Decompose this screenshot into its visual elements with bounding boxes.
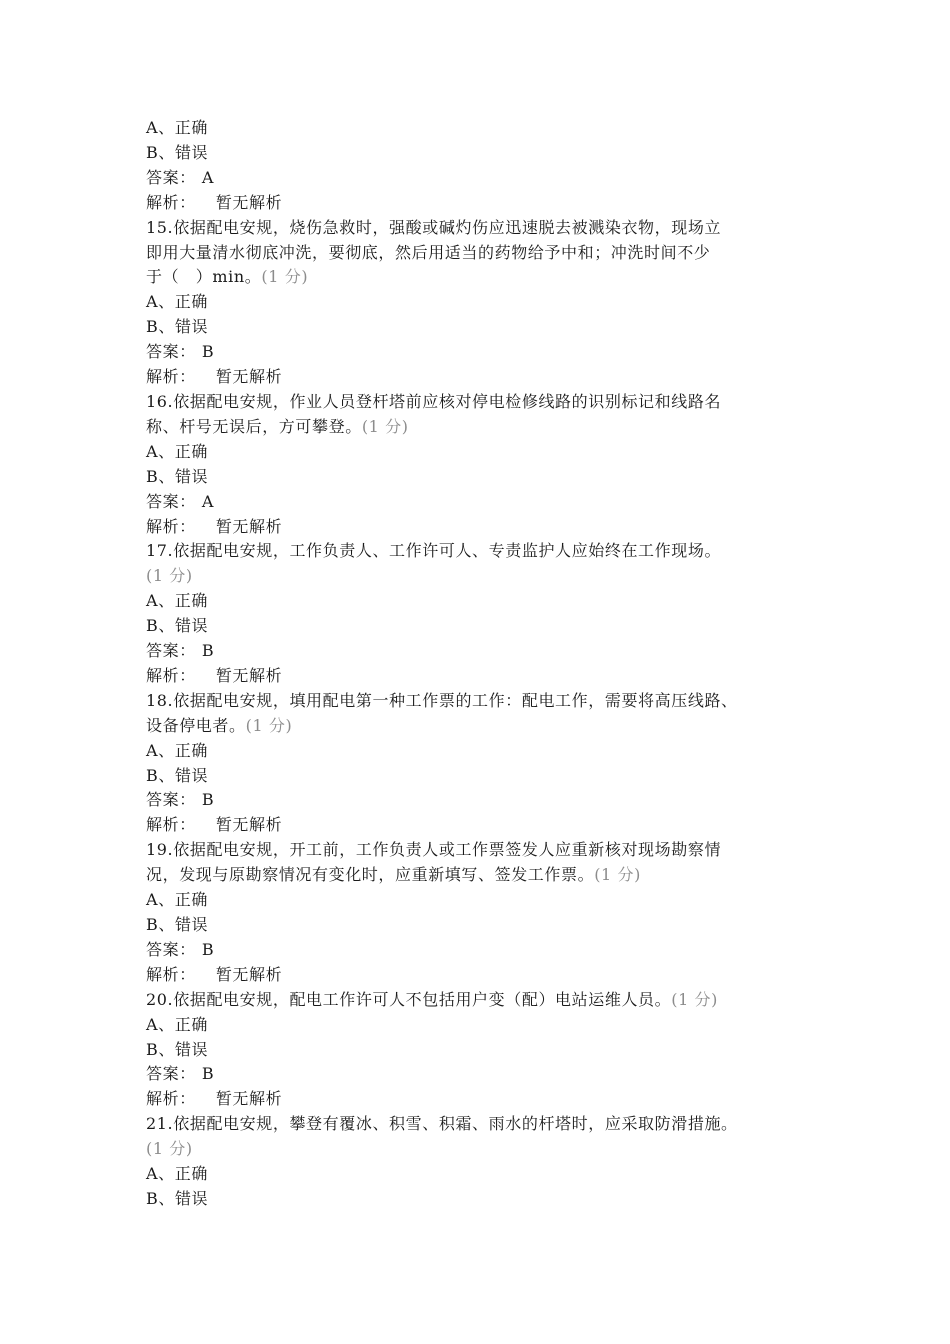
question-text-line: 19.依据配电安规，开工前，工作负责人或工作票签发人应重新核对现场勘察情 [146, 840, 722, 860]
option-b: B、错误 [146, 616, 209, 636]
option-a: A、正确 [146, 292, 208, 312]
answer-label: 答案： [146, 939, 196, 959]
analysis-line [146, 963, 826, 988]
question-text-line: 设备停电者。(1 分) [146, 715, 293, 735]
question-score: (1 分) [261, 267, 309, 287]
answer-value: B [201, 939, 215, 959]
answer-value: A [201, 167, 214, 187]
question-15 [146, 216, 826, 390]
question-21 [146, 1112, 826, 1212]
analysis-label: 解析： [146, 516, 196, 536]
answer-label: 答案： [146, 491, 196, 511]
answer-line [146, 788, 826, 813]
answer-label: 答案： [146, 167, 196, 187]
answer-value: A [201, 491, 214, 511]
option-b: B、错误 [146, 142, 209, 162]
question-text-line: 于（ ）min。(1 分) [146, 267, 309, 287]
question-text-line: 21.依据配电安规，攀登有覆冰、积雪、积霜、雨水的杆塔时，应采取防滑措施。 [146, 1114, 738, 1134]
option-a: A、正确 [146, 1014, 208, 1034]
question-14-tail [146, 116, 826, 216]
question-text-line: 18.依据配电安规，填用配电第一种工作票的工作：配电工作，需要将高压线路、 [146, 690, 738, 710]
analysis-line [146, 365, 826, 390]
option-a: A、正确 [146, 441, 208, 461]
option-a: A、正确 [146, 890, 208, 910]
answer-label: 答案： [146, 790, 196, 810]
option-a: A、正确 [146, 1164, 208, 1184]
answer-line [146, 639, 826, 664]
question-text-line [146, 1137, 826, 1162]
answer-line [146, 490, 826, 515]
analysis-value: 暂无解析 [215, 1089, 283, 1109]
question-text-line: 20.依据配电安规，配电工作许可人不包括用户变（配）电站运维人员。(1 分) [146, 989, 718, 1009]
question-score: (1 分) [361, 416, 409, 436]
analysis-value: 暂无解析 [215, 665, 283, 685]
analysis-line [146, 664, 826, 689]
question-text-line: 17.依据配电安规，工作负责人、工作许可人、专责监护人应始终在工作现场。 [146, 541, 722, 561]
question-18 [146, 689, 826, 838]
answer-value: B [201, 641, 215, 661]
question-score: (1 分) [146, 566, 193, 586]
question-20 [146, 988, 826, 1113]
analysis-value: 暂无解析 [215, 192, 283, 212]
option-a: A、正确 [146, 740, 208, 760]
analysis-label: 解析： [146, 367, 196, 387]
question-score: (1 分) [245, 715, 293, 735]
question-text-line: 即用大量清水彻底冲洗，要彻底，然后用适当的药物给予中和；冲洗时间不少 [146, 242, 711, 262]
answer-value: B [201, 1064, 215, 1084]
option-a: A、正确 [146, 591, 208, 611]
question-17 [146, 539, 826, 688]
answer-line [146, 340, 826, 365]
question-text-line: 16.依据配电安规，作业人员登杆塔前应核对停电检修线路的识别标记和线路名 [146, 391, 722, 411]
analysis-line [146, 813, 826, 838]
option-b: B、错误 [146, 1188, 209, 1208]
answer-line [146, 166, 826, 191]
analysis-value: 暂无解析 [215, 516, 283, 536]
analysis-line [146, 191, 826, 216]
question-19 [146, 838, 826, 987]
question-score: (1 分) [146, 1139, 193, 1159]
analysis-label: 解析： [146, 964, 196, 984]
analysis-line [146, 1087, 826, 1112]
document-page [146, 116, 826, 1212]
question-text-line [146, 564, 826, 589]
answer-line [146, 938, 826, 963]
question-score: (1 分) [594, 865, 641, 885]
question-score: (1 分) [671, 989, 718, 1009]
option-b: B、错误 [146, 765, 209, 785]
analysis-label: 解析： [146, 665, 196, 685]
analysis-value: 暂无解析 [215, 815, 283, 835]
question-text-line: 况，发现与原勘察情况有变化时，应重新填写、签发工作票。(1 分) [146, 865, 641, 885]
analysis-label: 解析： [146, 1089, 196, 1109]
question-text-line: 15.依据配电安规，烧伤急救时，强酸或碱灼伤应迅速脱去被溅染衣物，现场立 [146, 217, 722, 237]
answer-label: 答案： [146, 641, 196, 661]
option-b: B、错误 [146, 317, 209, 337]
analysis-value: 暂无解析 [215, 367, 283, 387]
option-b: B、错误 [146, 1039, 209, 1059]
answer-label: 答案： [146, 342, 196, 362]
answer-value: B [201, 790, 215, 810]
question-text-line: 称、杆号无误后，方可攀登。(1 分) [146, 416, 409, 436]
option-b: B、错误 [146, 466, 209, 486]
answer-value: B [201, 342, 215, 362]
analysis-line [146, 515, 826, 540]
option-a: A、正确 [146, 118, 208, 137]
question-16 [146, 390, 826, 539]
analysis-label: 解析： [146, 192, 196, 212]
answer-line [146, 1062, 826, 1087]
analysis-label: 解析： [146, 815, 196, 835]
answer-label: 答案： [146, 1064, 196, 1084]
option-b: B、错误 [146, 915, 209, 934]
analysis-value: 暂无解析 [215, 964, 283, 984]
